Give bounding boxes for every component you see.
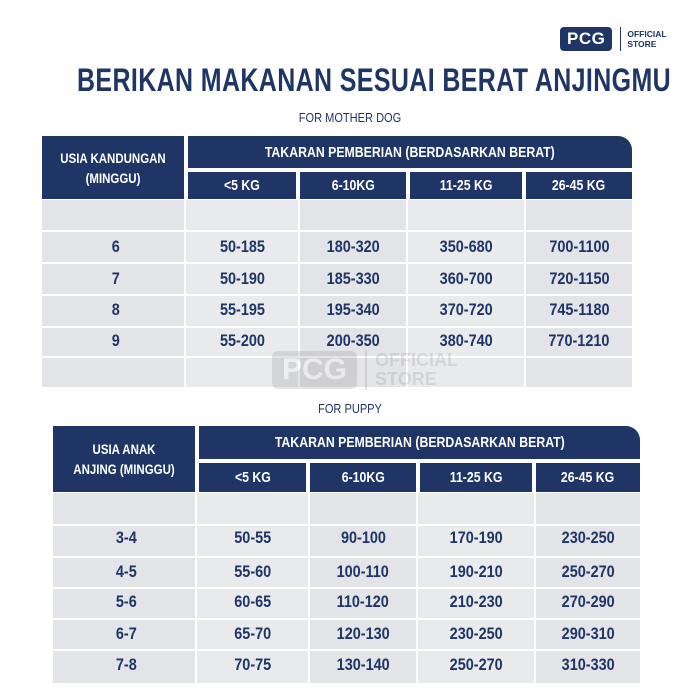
puppy-row-age-text: 6-7 (115, 624, 137, 643)
puppy-col-header-1 (199, 463, 306, 492)
logo-divider (620, 27, 621, 51)
puppy-col-header-4 (536, 463, 640, 492)
puppy-row-age-text: 7-8 (115, 655, 137, 674)
mother-row-age-text: 6 (111, 237, 121, 256)
puppy-table-cell (199, 592, 306, 612)
mother-table-cell-text: 55-195 (219, 300, 265, 319)
mother-col-header-4-label: 26-45 KG (552, 177, 606, 194)
mother-table-cell-text: 50-185 (219, 237, 265, 256)
mother-table-cell (188, 269, 296, 289)
mother-table-cell (526, 331, 632, 351)
puppy-table-cell (536, 562, 640, 582)
puppy-table-cell-text: 170-190 (449, 528, 503, 547)
puppy-table-cell (536, 624, 640, 644)
brand-tagline-line2: STORE (627, 39, 657, 49)
watermark (272, 350, 458, 390)
mother-row-divider (42, 326, 632, 328)
mother-row-age (42, 237, 190, 257)
puppy-table-cell (536, 592, 640, 612)
mother-group-header (188, 136, 632, 168)
puppy-table-cell (420, 562, 532, 582)
mother-table-cell-text: 745-1180 (548, 300, 610, 319)
puppy-table-cell-text: 65-70 (234, 624, 271, 643)
puppy-col-header-3 (420, 463, 532, 492)
mother-row-divider (42, 230, 632, 232)
mother-table-cell (300, 269, 406, 289)
mother-table-cell (526, 237, 632, 257)
puppy-table-cell-text: 290-310 (561, 624, 615, 643)
puppy-table-cell-text: 100-110 (336, 562, 390, 581)
brand-tagline-line1: OFFICIAL (627, 29, 667, 39)
mother-table-cell (188, 300, 296, 320)
puppy-table-cell (310, 528, 416, 548)
mother-table-cell-text: 360-700 (439, 269, 493, 288)
puppy-table-cell-text: 70-75 (234, 655, 271, 674)
puppy-table-cell (199, 528, 306, 548)
watermark-line2: STORE (375, 369, 437, 389)
mother-col-header-2-label: 6-10KG (331, 177, 375, 194)
puppy-row-age (53, 592, 199, 612)
mother-dog-subtitle: FOR MOTHER DOG (298, 110, 402, 125)
mother-row-age (42, 300, 190, 320)
mother-row-age (42, 269, 190, 289)
mother-col-header-1 (188, 172, 296, 199)
watermark-divider (365, 350, 367, 390)
puppy-table-cell-text: 190-210 (449, 562, 503, 581)
mother-table-cell (300, 237, 406, 257)
mother-table-cell (410, 300, 522, 320)
mother-table-cell (410, 269, 522, 289)
mother-table-cell-text: 770-1210 (548, 331, 610, 350)
puppy-table-cell (310, 624, 416, 644)
mother-table-cell-text: 185-330 (326, 269, 380, 288)
puppy-table-cell-text: 310-330 (561, 655, 615, 674)
puppy-row-age-text: 4-5 (115, 562, 137, 581)
mother-col-header-2 (300, 172, 406, 199)
brand-logo (560, 26, 667, 52)
puppy-table-cell-text: 60-65 (234, 592, 271, 611)
puppy-table-cell-text: 230-250 (561, 528, 615, 547)
mother-table-cell (526, 300, 632, 320)
puppy-table-cell (310, 592, 416, 612)
puppy-table-cell (310, 562, 416, 582)
puppy-table-cell (199, 655, 306, 675)
puppy-row-age-text: 5-6 (115, 592, 137, 611)
mother-table-cell-text: 180-320 (326, 237, 380, 256)
puppy-table-cell-text: 130-140 (336, 655, 390, 674)
puppy-row-age (53, 624, 199, 644)
puppy-table-cell-text: 270-290 (561, 592, 615, 611)
mother-col-header-3 (410, 172, 522, 199)
mother-table-cell (300, 300, 406, 320)
mother-table-cell (188, 331, 296, 351)
puppy-row-divider (53, 649, 640, 651)
puppy-col-header-1-label: <5 KG (234, 469, 271, 486)
puppy-row-divider (53, 587, 640, 589)
watermark-logo: PCG (272, 351, 357, 389)
mother-row-age-text: 9 (111, 331, 121, 350)
mother-row-age-text: 8 (111, 300, 121, 319)
puppy-row-divider (53, 524, 640, 526)
mother-table-cell-text: 350-680 (439, 237, 493, 256)
puppy-table-cell (536, 528, 640, 548)
mother-row-divider (42, 294, 632, 296)
puppy-col-header-3-label: 11-25 KG (449, 469, 503, 486)
mother-table-cell-text: 370-720 (439, 300, 493, 319)
puppy-group-header-label: TAKARAN PEMBERIAN (BERDASARKAN BERAT) (274, 434, 565, 451)
mother-row-header (42, 136, 184, 199)
mother-table-cell (526, 269, 632, 289)
puppy-table-cell (199, 624, 306, 644)
mother-table-cell (410, 331, 522, 351)
brand-logo-mark: PCG (560, 27, 612, 51)
mother-table-cell-text: 720-1150 (548, 269, 610, 288)
puppy-table-cell-text: 90-100 (340, 528, 386, 547)
puppy-table-cell (420, 592, 532, 612)
puppy-table-cell (536, 655, 640, 675)
mother-row-divider (42, 262, 632, 264)
puppy-table-cell-text: 50-55 (234, 528, 271, 547)
puppy-row-header (53, 426, 195, 492)
mother-row-age-text: 7 (111, 269, 121, 288)
puppy-table-cell-text: 250-270 (561, 562, 615, 581)
puppy-row-age (53, 655, 199, 675)
watermark-tagline (375, 351, 458, 389)
puppy-table-cell (310, 655, 416, 675)
mother-table-cell-text: 55-200 (219, 331, 265, 350)
puppy-table-cell-text: 110-120 (336, 592, 390, 611)
puppy-row-age (53, 528, 199, 548)
puppy-row-header-label: USIA ANAK ANJING (MINGGU) (73, 441, 175, 477)
mother-table-cell-text: 195-340 (326, 300, 380, 319)
puppy-col-header-2 (310, 463, 416, 492)
puppy-table-cell-text: 120-130 (336, 624, 390, 643)
mother-col-header-1-label: <5 KG (224, 177, 260, 194)
mother-table-cell-text: 200-350 (326, 331, 380, 350)
puppy-table-cell (420, 624, 532, 644)
puppy-table-cell (199, 562, 306, 582)
watermark-line1: OFFICIAL (375, 350, 459, 370)
mother-col-header-3-label: 11-25 KG (439, 177, 493, 194)
mother-table-cell-text: 50-190 (219, 269, 265, 288)
puppy-subtitle: FOR PUPPY (318, 401, 382, 416)
mother-row-header-label: USIA KANDUNGAN (MINGGU) (60, 149, 166, 186)
mother-table-cell (410, 237, 522, 257)
puppy-table-cell (420, 655, 532, 675)
puppy-row-age (53, 562, 199, 582)
puppy-col-header-2-label: 6-10KG (341, 469, 385, 486)
mother-row-age (42, 331, 190, 351)
mother-table-cell (300, 331, 406, 351)
mother-group-header-label: TAKARAN PEMBERIAN (BERDASARKAN BERAT) (265, 143, 555, 161)
puppy-table-cell-text: 250-270 (449, 655, 503, 674)
puppy-table-cell-text: 230-250 (449, 624, 503, 643)
puppy-row-divider (53, 618, 640, 620)
puppy-row-divider (53, 556, 640, 558)
puppy-table-cell (420, 528, 532, 548)
mother-table-cell-text: 380-740 (439, 331, 493, 350)
brand-tagline (627, 29, 666, 49)
puppy-col-header-4-label: 26-45 KG (561, 469, 615, 486)
puppy-group-header (199, 426, 640, 459)
mother-col-header-4 (526, 172, 632, 199)
puppy-table-cell-text: 55-60 (234, 562, 271, 581)
page-title: BERIKAN MAKANAN SESUAI BERAT ANJINGMU (77, 62, 672, 98)
puppy-row-age-text: 3-4 (115, 528, 137, 547)
mother-table-cell-text: 700-1100 (548, 237, 610, 256)
puppy-table-cell-text: 210-230 (449, 592, 503, 611)
mother-table-cell (188, 237, 296, 257)
